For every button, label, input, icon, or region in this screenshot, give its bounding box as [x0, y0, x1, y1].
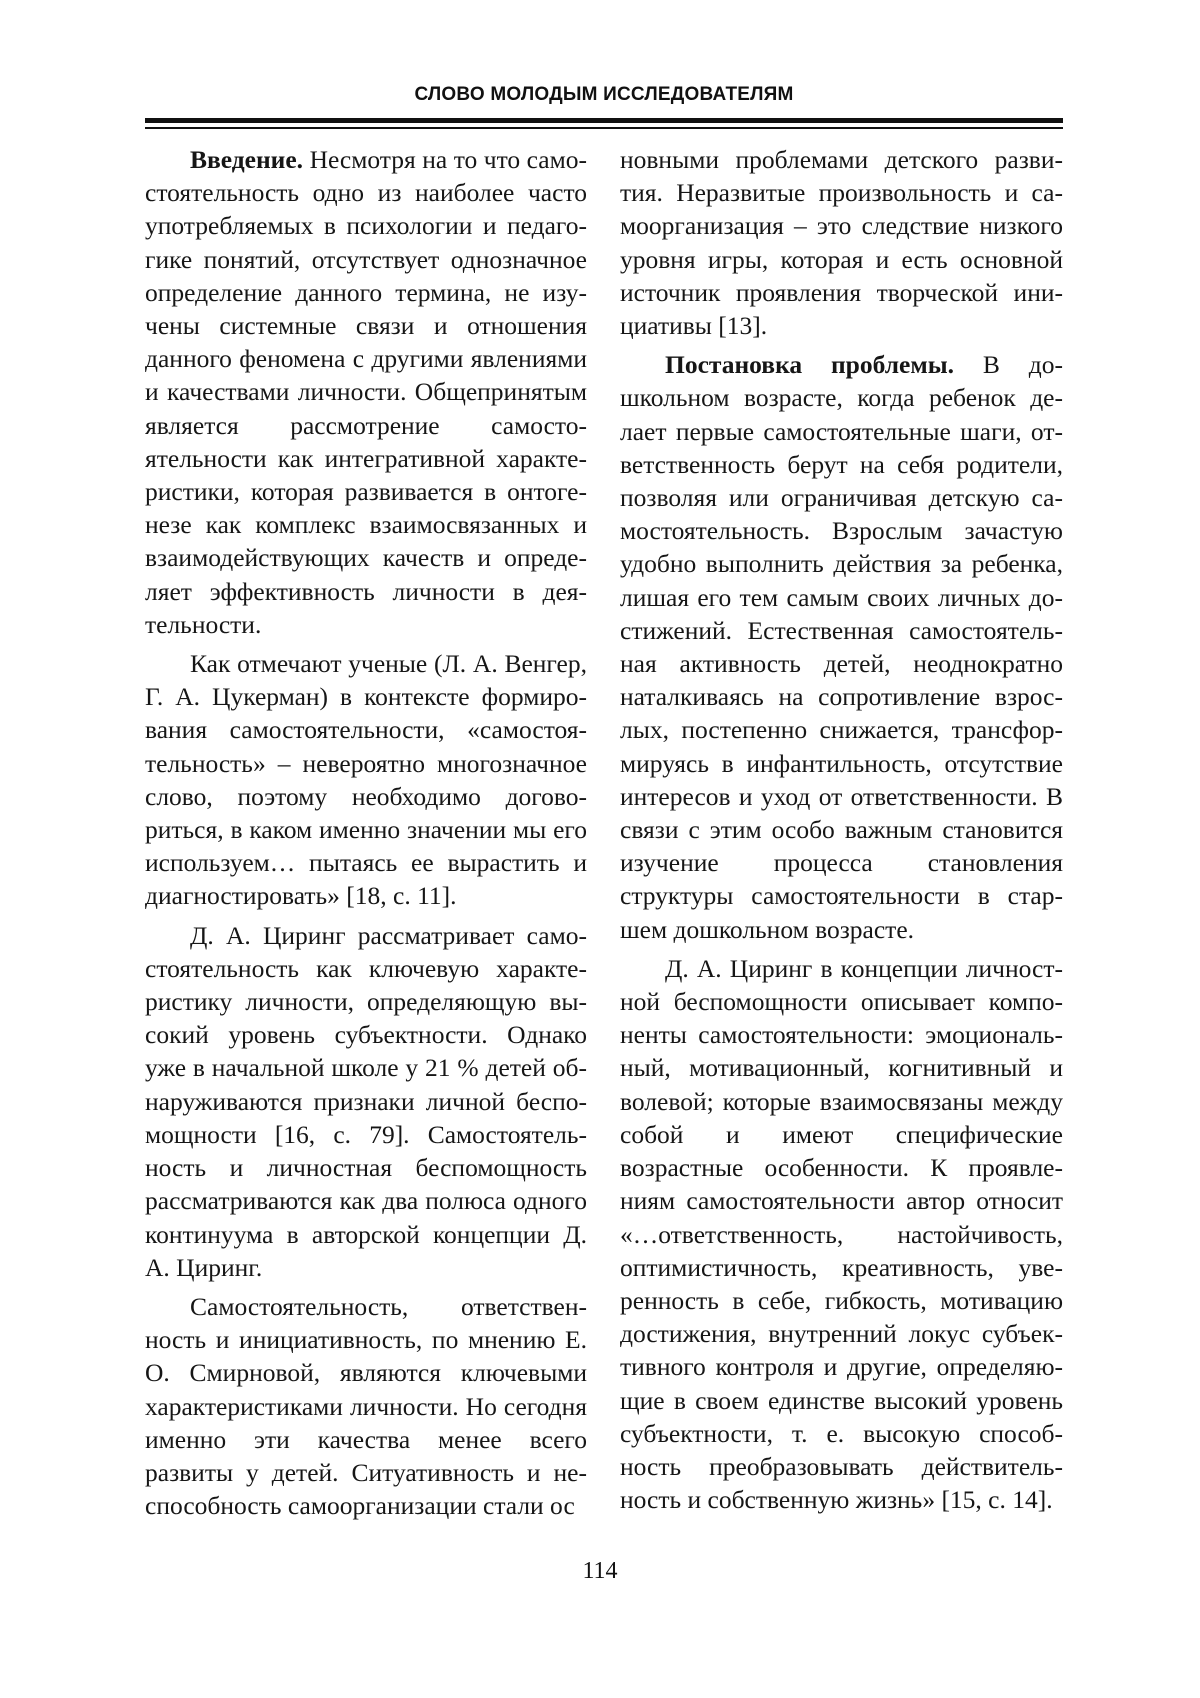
- page-number: 114: [582, 1558, 618, 1584]
- problem-statement-text: В дошкольном возрасте, когда ребенок делает первые самостоятельные шаги, ответственность берут на себя родители, позволяя или ограничивая детскую самостоятельность. Взрослым зачастую удобно выполнить действия за ребенка, лишая его тем самым своих личных достижений. Естественная самостоятельная активность детей, неоднократно наталкиваясь на сопротивление взрослых, постепенно снижается, трансформируясь в инфантильность, отсутствие интересов и уход от ответственности. В связи с этим особо важным становится изучение процесса становления структуры самостоятельности в старшем дошкольном возрасте.: [620, 350, 1063, 944]
- left-column: [145, 143, 587, 1528]
- problem-statement-heading: Постановка проблемы.: [665, 350, 955, 380]
- right-column: [620, 143, 1063, 1522]
- introduction-text: Несмотря на то что самостоятельность одно из наиболее часто употребляемых в психологии и педагогике понятий, отсутствует однозначное определение данного термина, не изучены системные связи и отношения данного феномена с другими явлениями и качествами личности. Общепринятым является рассмотрение самостоятельности как интегративной характеристики, которая развивается в онтогенезе как комплекс взаимосвязанных и взаимодействующих качеств и определяет эффективность личности в деятельности.: [145, 145, 587, 639]
- paragraph-tsiring: Д. А. Циринг рассматривает самостоятельность как ключевую характеристику личности, определяющую высокий уровень субъектности. Однако уже в начальной школе у 21 % детей обнаруживаются признаки личной беспомощности [16, с. 79]. Самостоятельность и личностная беспомощность рассматриваются как два полюса одного континуума в авторской концепции Д. А. Циринг.: [145, 920, 587, 1282]
- paragraph-scientists-quote: Как отмечают ученые (Л. А. Венгер, Г. А. Цукерман) в контексте формирования самостоятельности, «самостоятельность» – невероятно многозначное слово, поэтому необходимо договориться, в каком именно значении мы его используем… пытаясь ее вырастить и диагностировать» [18, с. 11].: [145, 649, 587, 911]
- paragraph-problem-statement: [620, 348, 1063, 946]
- paragraph-smirnova-continued: новными проблемами детского развития. Неразвитые произвольность и самоорганизация – это следствие низкого уровня игры, которая и есть основной источник проявления творческой инициативы [13].: [620, 145, 1063, 341]
- paragraph-smirnova: Самостоятельность, ответственность и инициативность, по мнению Е. О. Смирновой, являются ключевыми характеристиками личности. Но сегодня именно эти качества менее всего развиты у детей. Ситуативность и неспособность самоорганизации стали ос: [145, 1291, 587, 1521]
- header-rule-thin: [145, 127, 1063, 129]
- paragraph-tsiring-components: Д. А. Циринг в концепции личностной беспомощности описывает компоненты самостоятельности: эмоциональный, мотивационный, когнитивный и волевой; которые взаимосвязаны между собой и имеют специфические возрастные особенности. К проявлениям самостоятельности автор относит «…ответственность, настойчивость, оптимистичность, креативность, уверенность в себе, гибкость, мотивацию достижения, внутренний локус субъективного контроля и другие, определяющие в своем единстве высокий уровень субъектности, т. е. высокую способность преобразовывать действительность и собственную жизнь» [15, с. 14].: [620, 953, 1063, 1515]
- introduction-heading: Введение.: [190, 145, 304, 174]
- paragraph-introduction: [145, 143, 587, 641]
- header-rule-thick: [145, 118, 1063, 123]
- running-header: СЛОВО МОЛОДЫМ ИССЛЕДОВАТЕЛЯМ: [414, 84, 794, 105]
